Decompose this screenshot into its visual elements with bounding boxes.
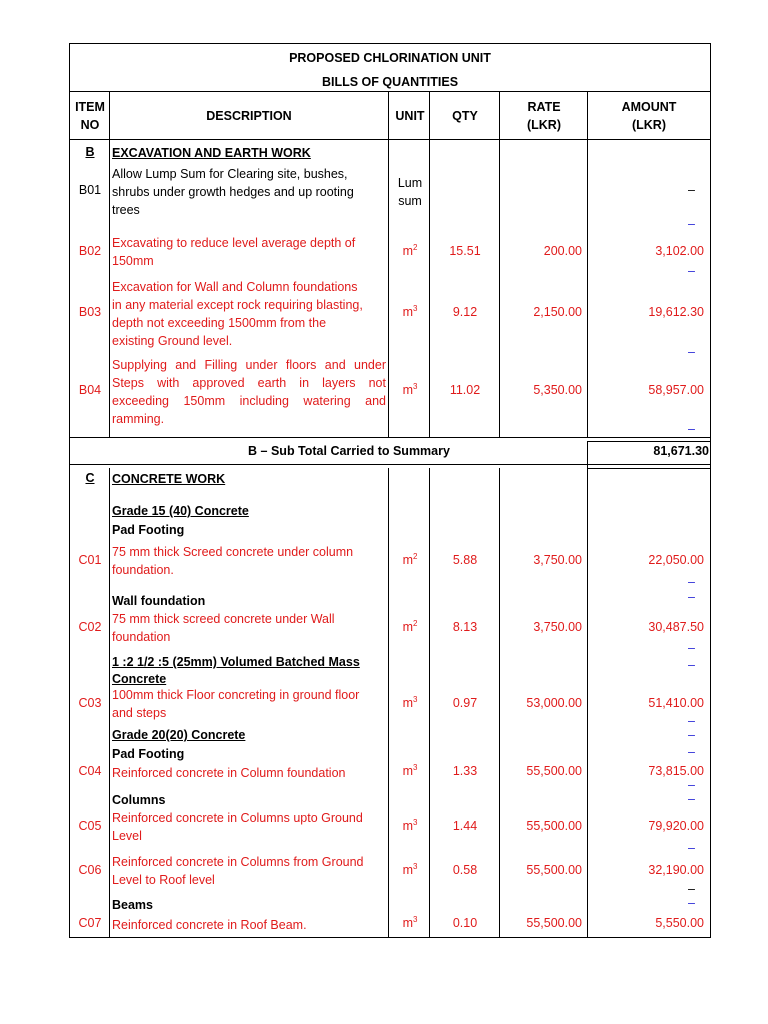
subheading-grade15: Grade 15 (40) Concrete [112, 504, 249, 518]
rule-under-title [70, 91, 710, 92]
item-code-c06: C06 [78, 863, 102, 877]
item-qty-c06: 0.58 [452, 863, 478, 877]
item-desc-c03: 100mm thick Floor concreting in ground floor and steps [112, 688, 360, 720]
section-c-code: C [85, 471, 95, 485]
item-rate-b03: 2,150.00 [533, 305, 582, 319]
header-unit: UNIT [395, 109, 425, 123]
item-desc-c01: 75 mm thick Screed concrete under column foundation. [112, 545, 354, 577]
item-desc-b02: Excavating to reduce level average depth of 150mm [112, 236, 356, 268]
document-title: PROPOSED CHLORINATION UNIT [289, 51, 491, 65]
item-code-c02: C02 [78, 620, 102, 634]
dash-mark: – [688, 728, 695, 742]
item-unit-c07: $m^3$ [402, 914, 418, 930]
subheading-pad-footing-2: Pad Footing [112, 747, 185, 761]
item-rate-c06: 55,500.00 [526, 863, 582, 877]
item-rate-b02: 200.00 [543, 244, 582, 258]
dash-mark: – [688, 658, 695, 672]
item-rate-b04: 5,350.00 [533, 383, 582, 397]
dash-mark: – [688, 778, 695, 792]
item-desc-c02: 75 mm thick screed concrete under Wall foundation [112, 612, 335, 644]
item-amount-b04: 58,957.00 [648, 383, 704, 397]
dash-mark: – [688, 575, 695, 589]
item-unit-c06: $m^3$ [402, 861, 418, 877]
dash-mark: – [688, 792, 695, 806]
header-qty: QTY [452, 109, 478, 123]
dash-mark: – [688, 590, 695, 604]
item-rate-c02: 3,750.00 [533, 620, 582, 634]
item-amount-c02: 30,487.50 [648, 620, 704, 634]
rule-above-subtotal-amount [588, 441, 710, 442]
subheading-mass-concrete: 1 :2 1/2 :5 (25mm) Volumed Batched Mass Concrete [112, 655, 360, 686]
header-description: DESCRIPTION [206, 109, 292, 123]
item-unit-b01: Lum sum [397, 176, 423, 208]
item-rate-c07: 55,500.00 [526, 916, 582, 930]
item-desc-b04: Supplying and Filling under floors and under Steps with approved earth in layers not exceeding 150mm including watering and ramming. [112, 358, 386, 426]
subtotal-b-label: B – Sub Total Carried to Summary [248, 444, 450, 458]
dash-mark: – [688, 841, 695, 855]
item-desc-c05: Reinforced concrete in Columns upto Ground Level [112, 811, 363, 843]
dash-mark: – [688, 264, 695, 278]
dash-mark: – [688, 896, 695, 910]
dash-mark: – [688, 745, 695, 759]
rule-below-subtotal [70, 464, 710, 465]
item-desc-c07: Reinforced concrete in Roof Beam. [112, 918, 307, 932]
item-qty-c04: 1.33 [452, 764, 478, 778]
col-rule-desc-c [388, 468, 389, 938]
dash-mark: – [688, 217, 695, 231]
col-rule-desc [388, 91, 389, 437]
item-code-c04: C04 [78, 764, 102, 778]
item-qty-c02: 8.13 [452, 620, 478, 634]
item-code-b03: B03 [78, 305, 102, 319]
subheading-pad-footing: Pad Footing [112, 523, 185, 537]
item-unit-c02: $m^2$ [402, 618, 418, 634]
item-unit-b02: $m^2$ [402, 242, 418, 258]
subtotal-b-amount: 81,671.30 [653, 444, 709, 458]
subheading-wall-foundation: Wall foundation [112, 594, 206, 608]
item-code-b02: B02 [78, 244, 102, 258]
rule-under-header [70, 139, 710, 140]
dash-mark: – [688, 882, 695, 896]
item-code-c01: C01 [78, 553, 102, 567]
item-rate-c03: 53,000.00 [526, 696, 582, 710]
item-qty-c05: 1.44 [452, 819, 478, 833]
section-b-code: B [85, 145, 95, 159]
item-unit-b03: $m^3$ [402, 303, 418, 319]
rule-above-subtotal [70, 437, 710, 438]
header-amount: AMOUNT (LKR) [621, 100, 677, 132]
dash-mark: – [688, 714, 695, 728]
item-desc-c06: Reinforced concrete in Columns from Ground Level to Roof level [112, 855, 364, 887]
item-qty-b03: 9.12 [452, 305, 478, 319]
item-desc-b01: Allow Lump Sum for Clearing site, bushes, shrubs under growth hedges and up rooting trees [112, 167, 354, 217]
item-amount-c04: 73,815.00 [648, 764, 704, 778]
item-amount-c03: 51,410.00 [648, 696, 704, 710]
section-b-heading: EXCAVATION AND EARTH WORK [112, 146, 311, 160]
item-amount-c05: 79,920.00 [648, 819, 704, 833]
item-qty-b04: 11.02 [449, 383, 481, 397]
item-amount-b01: – [688, 183, 695, 197]
header-rate: RATE (LKR) [526, 100, 561, 132]
item-qty-c01: 5.88 [452, 553, 478, 567]
item-code-c05: C05 [78, 819, 102, 833]
item-amount-c07: 5,550.00 [655, 916, 704, 930]
document-subtitle: BILLS OF QUANTITIES [321, 75, 459, 89]
item-unit-c03: $m^3$ [402, 694, 418, 710]
item-amount-c01: 22,050.00 [648, 553, 704, 567]
item-code-b01: B01 [78, 183, 102, 197]
item-rate-c05: 55,500.00 [526, 819, 582, 833]
item-qty-b02: 15.51 [449, 244, 481, 258]
dash-mark: – [688, 422, 695, 436]
item-amount-b02: 3,102.00 [655, 244, 704, 258]
dash-mark: – [688, 641, 695, 655]
item-qty-c03: 0.97 [452, 696, 478, 710]
subheading-columns: Columns [112, 793, 166, 807]
item-code-c03: C03 [78, 696, 102, 710]
item-unit-c01: $m^2$ [402, 551, 418, 567]
item-amount-b03: 19,612.30 [648, 305, 704, 319]
item-rate-c01: 3,750.00 [533, 553, 582, 567]
item-code-c07: C07 [78, 916, 102, 930]
section-c-heading: CONCRETE WORK [112, 472, 226, 486]
bill-of-quantities-sheet [69, 43, 711, 938]
item-unit-c04: $m^3$ [402, 762, 418, 778]
item-desc-b03: Excavation for Wall and Column foundations in any material except rock requiring blasting, depth not exceeding 1500mm from the existing Ground level. [112, 280, 363, 348]
item-rate-c04: 55,500.00 [526, 764, 582, 778]
item-unit-c05: $m^3$ [402, 817, 418, 833]
item-code-b04: B04 [78, 383, 102, 397]
item-amount-c06: 32,190.00 [648, 863, 704, 877]
item-qty-c07: 0.10 [452, 916, 478, 930]
item-desc-c04: Reinforced concrete in Column foundation [112, 766, 346, 780]
item-unit-b04: $m^3$ [402, 381, 418, 397]
rule-below-subtotal-amount [588, 468, 710, 469]
subheading-beams: Beams [112, 898, 153, 912]
subheading-grade20: Grade 20(20) Concrete [112, 728, 246, 742]
dash-mark: – [688, 345, 695, 359]
header-item-no: ITEM NO [75, 100, 105, 132]
